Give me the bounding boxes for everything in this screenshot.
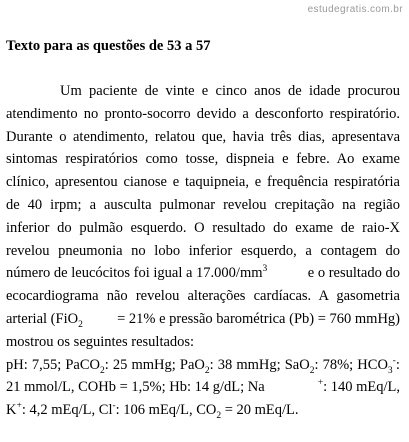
text-line: número de leucócitos foi igual a $17.000/mm^3$ e o resultado do — [6, 264, 400, 282]
text-line: Durante o atendimento, relatou que, havia três dias, apresentava — [6, 128, 400, 145]
results-token: PaCO$_2$: — [65, 356, 109, 376]
text-line: sintomas respiratórios como tosse, dispneia e febre. Ao exame — [6, 151, 400, 168]
text-line: ecocardiograma não revelou alterações cardíacas. A gasometria — [6, 288, 400, 305]
text-line: mostrou os seguintes resultados: — [6, 333, 195, 350]
text-line: arterial (FiO$_2$ = 21% e pressão barométrica (Pb) = 760 mmHg) — [6, 310, 400, 330]
results-line: K+: 4,2 mEq/L, Cl-: 106 mEq/L, $CO_2 = 20$ mEq/L. — [6, 401, 299, 422]
text-line: de 40 irpm; a ausculta pulmonar revelou crepitação na região — [6, 196, 400, 213]
results-token: 25 — [112, 356, 128, 373]
text-line: inferior do pulmão esquerdo. O resultado do exame de raio-X — [6, 219, 400, 236]
section-title: Texto para as questões de 53 a 57 — [6, 38, 211, 54]
results-token: pH: — [6, 356, 28, 373]
results-token: 78%; — [322, 356, 354, 373]
results-token: 7,55; — [31, 356, 62, 373]
text-line: revelou pneumonia no lobo inferior esquerdo, a contagem do — [6, 242, 400, 259]
watermark: estudegratis.com.br — [307, 4, 403, 15]
results-token: $HCO_3^-$: — [357, 355, 400, 376]
results-token: mmHg; — [131, 356, 176, 373]
results-token: mmHg; — [236, 356, 281, 373]
text-line: Um paciente de vinte e cinco anos de idade procurou — [60, 83, 400, 99]
results-line — [6, 354, 400, 377]
text-line: clínico, apresentou cianose e taquipneia, e frequência respiratória — [6, 174, 400, 191]
results-line: 21 mmol/L, COHb = 1,5%; Hb: 14 g/dL; Na +: 140 mEq/L, — [6, 378, 400, 396]
results-token: 38 — [217, 356, 233, 373]
results-token: PaO$_2$: — [179, 356, 214, 376]
results-token: SaO$_2$: — [284, 356, 319, 376]
text-line: atendimento no pronto-socorro devido a desconforto respiratório. — [6, 105, 400, 122]
case-text — [6, 80, 400, 422]
